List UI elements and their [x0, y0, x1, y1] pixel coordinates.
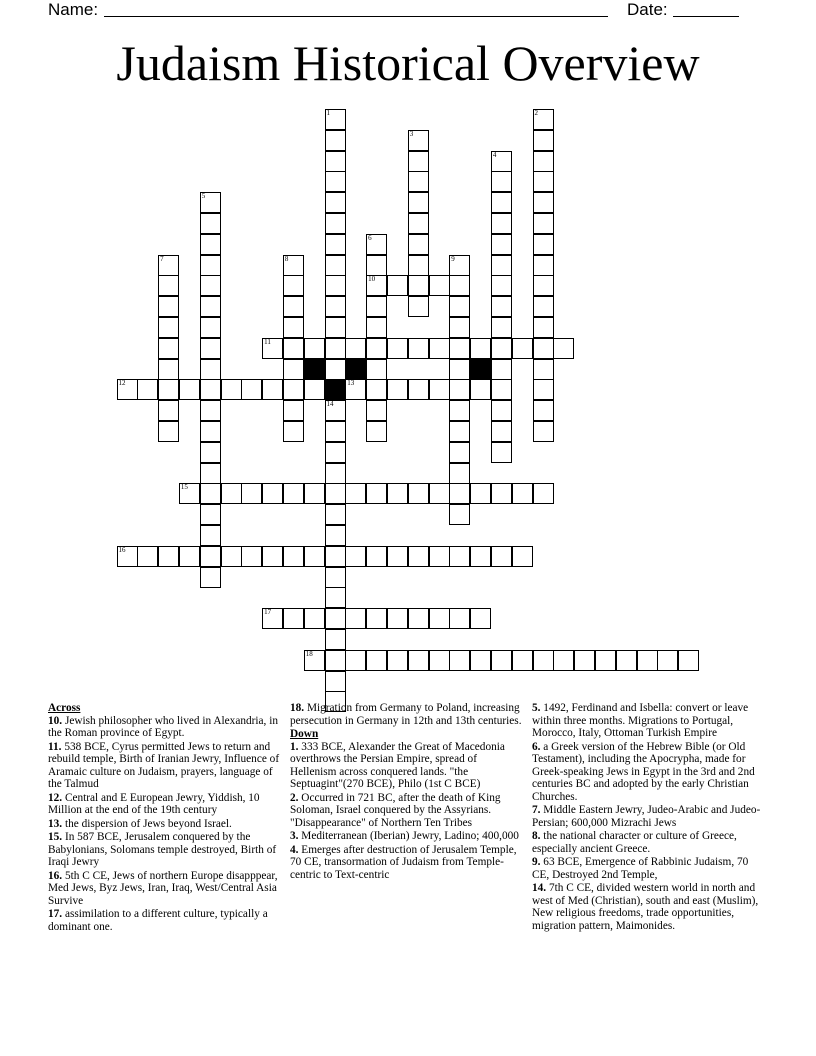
across-heading: Across [48, 702, 81, 714]
clue-item [48, 818, 280, 831]
grid-cell[interactable] [325, 171, 346, 192]
grid-cell[interactable] [241, 379, 262, 400]
grid-cell[interactable] [283, 608, 304, 629]
grid-cell[interactable] [283, 338, 304, 359]
clue-number: 17. [48, 908, 63, 920]
grid-cell[interactable] [158, 338, 179, 359]
name-label: Name: [48, 0, 99, 19]
clue-text: Middle Eastern Jewry, Judeo-Arabic and Judeo-Persian; 600,000 Mizrachi Jews [532, 804, 761, 829]
grid-cell[interactable] [366, 359, 387, 380]
grid-cell[interactable] [325, 525, 346, 546]
grid-cell[interactable] [449, 442, 470, 463]
grid-cell[interactable] [449, 421, 470, 442]
clue-number: 2. [290, 791, 299, 804]
grid-cell[interactable] [304, 483, 325, 504]
clue-number: 15 [180, 483, 188, 492]
down-heading: Down [290, 728, 319, 740]
grid-cell[interactable] [491, 192, 512, 213]
clue-item [532, 882, 764, 932]
grid-cell[interactable] [387, 483, 408, 504]
grid-cell[interactable] [408, 275, 429, 296]
grid-cell[interactable] [533, 151, 554, 172]
grid-cell[interactable] [408, 338, 429, 359]
grid-cell[interactable] [366, 650, 387, 671]
grid-cell[interactable] [325, 671, 346, 692]
clue-item [48, 715, 280, 740]
grid-cell[interactable] [470, 338, 491, 359]
clue-number: 13 [347, 379, 355, 388]
grid-cell[interactable] [470, 546, 491, 567]
grid-cell[interactable] [449, 338, 470, 359]
grid-cell[interactable] [449, 379, 470, 400]
grid-cell[interactable] [533, 275, 554, 296]
grid-cell[interactable] [200, 213, 221, 234]
clue-number: 12 [118, 379, 126, 388]
grid-cell[interactable] [533, 421, 554, 442]
grid-cell[interactable] [533, 400, 554, 421]
clue-text: the national character or culture of Greece, especially ancient Greece. [532, 830, 737, 855]
grid-cell[interactable] [304, 546, 325, 567]
grid-cell[interactable] [533, 192, 554, 213]
grid-cell[interactable] [325, 296, 346, 317]
grid-cell[interactable] [449, 255, 470, 276]
clue-item [532, 804, 764, 829]
grid-cell[interactable] [491, 400, 512, 421]
clue-item [290, 792, 522, 830]
clue-text: 63 BCE, Emergence of Rabbinic Judaism, 70 CE, Destroyed 2nd Temple, [532, 856, 749, 881]
grid-cell[interactable] [221, 546, 242, 567]
grid-cell[interactable] [325, 629, 346, 650]
grid-cell[interactable] [491, 338, 512, 359]
grid-cell[interactable] [304, 338, 325, 359]
grid-cell[interactable] [533, 234, 554, 255]
grid-cell[interactable] [408, 483, 429, 504]
grid-cell[interactable] [283, 359, 304, 380]
grid-cell[interactable] [158, 275, 179, 296]
clue-number: 14 [326, 400, 334, 409]
grid-cell[interactable] [158, 317, 179, 338]
grid-cell[interactable] [408, 151, 429, 172]
grid-cell[interactable] [200, 504, 221, 525]
grid-cell[interactable] [325, 359, 346, 380]
clue-number: 17 [264, 608, 272, 617]
grid-cell[interactable] [325, 151, 346, 172]
clue-text: 5th C CE, Jews of northern Europe disapppear, Med Jews, Byz Jews, Iran, Iraq, West/Central Asia Survive [48, 869, 278, 907]
grid-cell[interactable] [366, 483, 387, 504]
grid-cell[interactable] [325, 567, 346, 588]
clue-number: 8. [532, 830, 541, 842]
grid-cell[interactable] [200, 255, 221, 276]
clue-text: Emerges after destruction of Jerusalem Temple, 70 CE, transormation of Judaism from Temple-centric to Text-centric [290, 843, 517, 881]
grid-cell[interactable] [449, 546, 470, 567]
grid-cell[interactable] [325, 608, 346, 629]
grid-cell[interactable] [429, 546, 450, 567]
clue-number: 3 [409, 129, 414, 138]
grid-cell[interactable] [200, 483, 221, 504]
grid-cell[interactable] [200, 359, 221, 380]
clue-number: 2 [534, 109, 538, 117]
grid-cell[interactable] [408, 650, 429, 671]
clue-number: 9 [451, 254, 455, 263]
grid-cell[interactable] [325, 192, 346, 213]
grid-cell[interactable] [325, 442, 346, 463]
clue-number: 4 [492, 150, 497, 159]
grid-cell[interactable] [200, 546, 221, 567]
grid-cell[interactable] [262, 338, 283, 359]
clue-text: Mediterranean (Iberian) Jewry, Ladino; 400,000 [298, 830, 519, 842]
grid-cell[interactable] [491, 546, 512, 567]
clue-number: 18. [290, 702, 305, 714]
grid-cell[interactable] [429, 608, 450, 629]
grid-cell[interactable] [325, 275, 346, 296]
grid-cell[interactable] [200, 442, 221, 463]
grid-cell[interactable] [408, 171, 429, 192]
clue-number: 11. [48, 740, 62, 753]
clue-item [532, 830, 764, 855]
grid-cell[interactable] [325, 338, 346, 359]
grid-cell[interactable] [533, 317, 554, 338]
grid-cell[interactable] [345, 483, 366, 504]
grid-cell[interactable] [325, 463, 346, 484]
grid-cell[interactable] [200, 463, 221, 484]
grid-cell[interactable] [158, 359, 179, 380]
grid-cell[interactable] [408, 130, 429, 151]
grid-cell[interactable] [491, 296, 512, 317]
grid-cell[interactable] [533, 213, 554, 234]
grid-cell[interactable] [200, 317, 221, 338]
date-label: Date: [627, 0, 668, 19]
grid-cell[interactable] [283, 296, 304, 317]
grid-cell[interactable] [325, 587, 346, 608]
grid-cell[interactable] [449, 296, 470, 317]
grid-cell[interactable] [283, 546, 304, 567]
clue-text: the dispersion of Jews beyond Israel. [62, 817, 232, 830]
grid-cell[interactable] [117, 546, 138, 567]
grid-cell[interactable] [137, 546, 158, 567]
grid-cell[interactable] [408, 379, 429, 400]
clue-number: 14. [532, 882, 547, 894]
clue-item [290, 844, 522, 882]
grid-cell[interactable] [408, 608, 429, 629]
grid-cell[interactable] [304, 379, 325, 400]
grid-cell[interactable] [512, 483, 533, 504]
clue-number: 10. [48, 714, 63, 727]
clue-text: Migration from Germany to Poland, increasing persecution in Germany in 12th and 13th centuries. [290, 702, 522, 727]
grid-cell[interactable] [449, 317, 470, 338]
clue-text: Central and E European Jewry, Yiddish, 10 Million at the end of the 19th century [48, 791, 260, 816]
grid-cell[interactable] [595, 650, 616, 671]
grid-cell[interactable] [304, 650, 325, 671]
grid-cell[interactable] [491, 275, 512, 296]
grid-cell[interactable] [533, 359, 554, 380]
grid-cell[interactable] [158, 255, 179, 276]
grid-cell[interactable] [491, 151, 512, 172]
clues-column-3 [532, 702, 764, 933]
grid-cell[interactable] [429, 275, 450, 296]
clue-number: 11 [264, 337, 271, 346]
grid-cell[interactable] [470, 483, 491, 504]
grid-cell[interactable] [387, 650, 408, 671]
grid-cell[interactable] [345, 608, 366, 629]
grid-cell[interactable] [325, 483, 346, 504]
grid-cell[interactable] [449, 504, 470, 525]
clue-number: 1. [290, 740, 299, 753]
grid-cell[interactable] [325, 400, 346, 421]
grid-cell[interactable] [200, 567, 221, 588]
grid-cell[interactable] [117, 379, 138, 400]
grid-cell[interactable] [470, 650, 491, 671]
grid-cell[interactable] [366, 546, 387, 567]
clue-number: 8 [284, 254, 289, 263]
clues-column-2 [290, 702, 522, 882]
clue-text: Occurred in 721 BC, after the death of King Soloman, Israel conquered by the Assyrians. "Disappearance" of Northern Ten Tribes [290, 791, 501, 829]
grid-cell[interactable] [200, 400, 221, 421]
clue-text: In 587 BCE, Jerusalem conquered by the Babylonians, Solomans temple destroyed, Birth of Iraqi Jewry [48, 831, 277, 868]
black-cell [304, 359, 325, 380]
clue-text: 333 BCE, Alexander the Great of Macedonia overthrows the Persian Empire, spread of Hellenism across conquered lands. "the Septuagint"(270 BCE), Philo (1st C BCE) [290, 740, 505, 790]
grid-cell[interactable] [241, 546, 262, 567]
grid-cell[interactable] [283, 275, 304, 296]
black-cell [345, 359, 366, 380]
grid-cell[interactable] [491, 650, 512, 671]
grid-cell[interactable] [262, 483, 283, 504]
clue-item [290, 741, 522, 791]
grid-cell[interactable] [533, 171, 554, 192]
clue-item [290, 702, 522, 727]
grid-cell[interactable] [241, 483, 262, 504]
black-cell [470, 359, 491, 380]
clue-number: 18 [305, 649, 313, 658]
grid-cell[interactable] [470, 608, 491, 629]
grid-cell[interactable] [429, 338, 450, 359]
grid-cell[interactable] [158, 400, 179, 421]
grid-cell[interactable] [179, 483, 200, 504]
grid-cell[interactable] [366, 255, 387, 276]
grid-cell[interactable] [158, 379, 179, 400]
clue-item [532, 702, 764, 740]
grid-cell[interactable] [366, 400, 387, 421]
clue-item [48, 908, 280, 933]
grid-cell[interactable] [429, 650, 450, 671]
grid-cell[interactable] [325, 421, 346, 442]
clue-number: 5. [532, 702, 541, 714]
grid-cell[interactable] [553, 650, 574, 671]
grid-cell[interactable] [408, 213, 429, 234]
grid-cell[interactable] [200, 296, 221, 317]
grid-cell[interactable] [408, 255, 429, 276]
grid-cell[interactable] [491, 483, 512, 504]
grid-cell[interactable] [491, 317, 512, 338]
grid-cell[interactable] [449, 608, 470, 629]
grid-cell[interactable] [345, 546, 366, 567]
clue-number: 3. [290, 830, 299, 842]
clue-text: 7th C CE, divided western world in north and west of Med (Christian), south and east (Muslim), New religious freedoms, trade opportunities, migration pattern, Maimonides. [532, 882, 759, 932]
clue-item [48, 792, 280, 817]
clue-item [532, 741, 764, 804]
grid-cell[interactable] [221, 379, 242, 400]
grid-cell[interactable] [325, 317, 346, 338]
grid-cell[interactable] [283, 379, 304, 400]
grid-cell[interactable] [366, 421, 387, 442]
grid-cell[interactable] [637, 650, 658, 671]
grid-cell[interactable] [200, 338, 221, 359]
grid-cell[interactable] [408, 546, 429, 567]
grid-cell[interactable] [533, 109, 554, 130]
grid-cell[interactable] [533, 650, 554, 671]
grid-cell[interactable] [283, 317, 304, 338]
grid-cell[interactable] [137, 379, 158, 400]
grid-cell[interactable] [325, 504, 346, 525]
grid-cell[interactable] [533, 296, 554, 317]
grid-cell[interactable] [449, 463, 470, 484]
clue-text: Jewish philosopher who lived in Alexandria, in the Roman province of Egypt. [48, 714, 278, 739]
grid-cell[interactable] [366, 275, 387, 296]
clue-number: 7. [532, 804, 541, 816]
grid-cell[interactable] [158, 296, 179, 317]
grid-cell[interactable] [366, 234, 387, 255]
clue-number: 1 [326, 109, 330, 117]
clue-number: 7 [160, 254, 164, 263]
grid-cell[interactable] [200, 192, 221, 213]
clue-number: 16. [48, 869, 63, 882]
grid-cell[interactable] [179, 379, 200, 400]
grid-cell[interactable] [408, 296, 429, 317]
grid-cell[interactable] [678, 650, 699, 671]
grid-cell[interactable] [158, 421, 179, 442]
grid-cell[interactable] [325, 109, 346, 130]
grid-cell[interactable] [283, 421, 304, 442]
grid-cell[interactable] [283, 400, 304, 421]
clue-number: 5 [201, 192, 206, 201]
clue-text: a Greek version of the Hebrew Bible (or Old Testament), including the Apocrypha, made for Greek-speaking Jews in Egypt in the 3rd and 2nd centuries BC and adopted by the early Christian Churches. [532, 740, 755, 803]
grid-cell[interactable] [283, 255, 304, 276]
grid-cell[interactable] [200, 234, 221, 255]
grid-cell[interactable] [387, 546, 408, 567]
grid-cell[interactable] [512, 546, 533, 567]
page-title: Judaism Historical Overview [116, 35, 700, 91]
grid-cell[interactable] [262, 379, 283, 400]
grid-cell[interactable] [221, 483, 242, 504]
grid-cell[interactable] [345, 379, 366, 400]
grid-cell[interactable] [533, 379, 554, 400]
clue-number: 6. [532, 740, 541, 753]
grid-cell[interactable] [325, 130, 346, 151]
grid-cell[interactable] [200, 275, 221, 296]
grid-cell[interactable] [366, 317, 387, 338]
grid-cell[interactable] [429, 379, 450, 400]
grid-cell[interactable] [304, 608, 325, 629]
grid-cell[interactable] [533, 130, 554, 151]
grid-cell[interactable] [200, 421, 221, 442]
grid-cell[interactable] [429, 483, 450, 504]
grid-cell[interactable] [491, 379, 512, 400]
clue-text: assimilation to a different culture, typically a dominant one. [48, 908, 268, 933]
clue-number: 13. [48, 817, 63, 830]
grid-cell[interactable] [325, 255, 346, 276]
grid-cell[interactable] [449, 359, 470, 380]
clue-text: 538 BCE, Cyrus permitted Jews to return and rebuild temple, Birth of Iranian Jewry, Influence of Aramaic culture on Judaism, prayers, language of the Talmud [48, 740, 280, 790]
grid-cell[interactable] [366, 296, 387, 317]
clue-number: 10 [368, 275, 376, 284]
clue-number: 6 [368, 233, 372, 242]
grid-cell[interactable] [387, 379, 408, 400]
clue-text: 1492, Ferdinand and Isbella: convert or leave within three months. Migrations to Portugal, Morocco, Italy, Ottoman Turkish Empire [532, 702, 749, 739]
grid-cell[interactable] [616, 650, 637, 671]
grid-cell[interactable] [387, 338, 408, 359]
clue-item [532, 856, 764, 881]
grid-cell[interactable] [491, 171, 512, 192]
grid-cell[interactable] [449, 400, 470, 421]
clue-item [290, 830, 522, 843]
grid-cell[interactable] [574, 650, 595, 671]
grid-cell[interactable] [533, 483, 554, 504]
grid-cell[interactable] [512, 338, 533, 359]
grid-cell[interactable] [657, 650, 678, 671]
grid-cell[interactable] [366, 608, 387, 629]
grid-cell[interactable] [512, 650, 533, 671]
grid-cell[interactable] [491, 359, 512, 380]
grid-cell[interactable] [200, 525, 221, 546]
grid-cell[interactable] [449, 275, 470, 296]
grid-cell[interactable] [325, 650, 346, 671]
clues-column-1 [48, 702, 280, 934]
grid-cell[interactable] [200, 379, 221, 400]
grid-cell[interactable] [553, 338, 574, 359]
grid-cell[interactable] [491, 421, 512, 442]
grid-cell[interactable] [325, 234, 346, 255]
clue-number: 9. [532, 856, 541, 868]
clue-number: 15. [48, 831, 63, 843]
grid-cell[interactable] [158, 546, 179, 567]
grid-cell[interactable] [325, 546, 346, 567]
grid-cell[interactable] [366, 338, 387, 359]
grid-cell[interactable] [491, 213, 512, 234]
clue-number: 4. [290, 843, 299, 856]
grid-cell[interactable] [470, 379, 491, 400]
clue-item [48, 870, 280, 908]
clue-item [48, 741, 280, 791]
clue-number: 12. [48, 791, 63, 804]
grid-cell[interactable] [325, 213, 346, 234]
grid-cell[interactable] [449, 650, 470, 671]
grid-cell[interactable] [366, 379, 387, 400]
grid-cell[interactable] [408, 234, 429, 255]
grid-cell[interactable] [491, 442, 512, 463]
grid-cell[interactable] [387, 608, 408, 629]
grid-cell[interactable] [283, 483, 304, 504]
grid-cell[interactable] [262, 546, 283, 567]
clue-item [48, 831, 280, 869]
black-cell [325, 379, 346, 400]
grid-cell[interactable] [491, 255, 512, 276]
grid-cell[interactable] [408, 192, 429, 213]
grid-cell[interactable] [345, 338, 366, 359]
grid-cell[interactable] [449, 483, 470, 504]
grid-cell[interactable] [387, 275, 408, 296]
grid-cell[interactable] [179, 546, 200, 567]
grid-cell[interactable] [262, 608, 283, 629]
grid-cell[interactable] [491, 234, 512, 255]
grid-cell[interactable] [345, 650, 366, 671]
grid-cell[interactable] [533, 255, 554, 276]
clue-number: 16 [118, 545, 126, 554]
grid-cell[interactable] [533, 338, 554, 359]
